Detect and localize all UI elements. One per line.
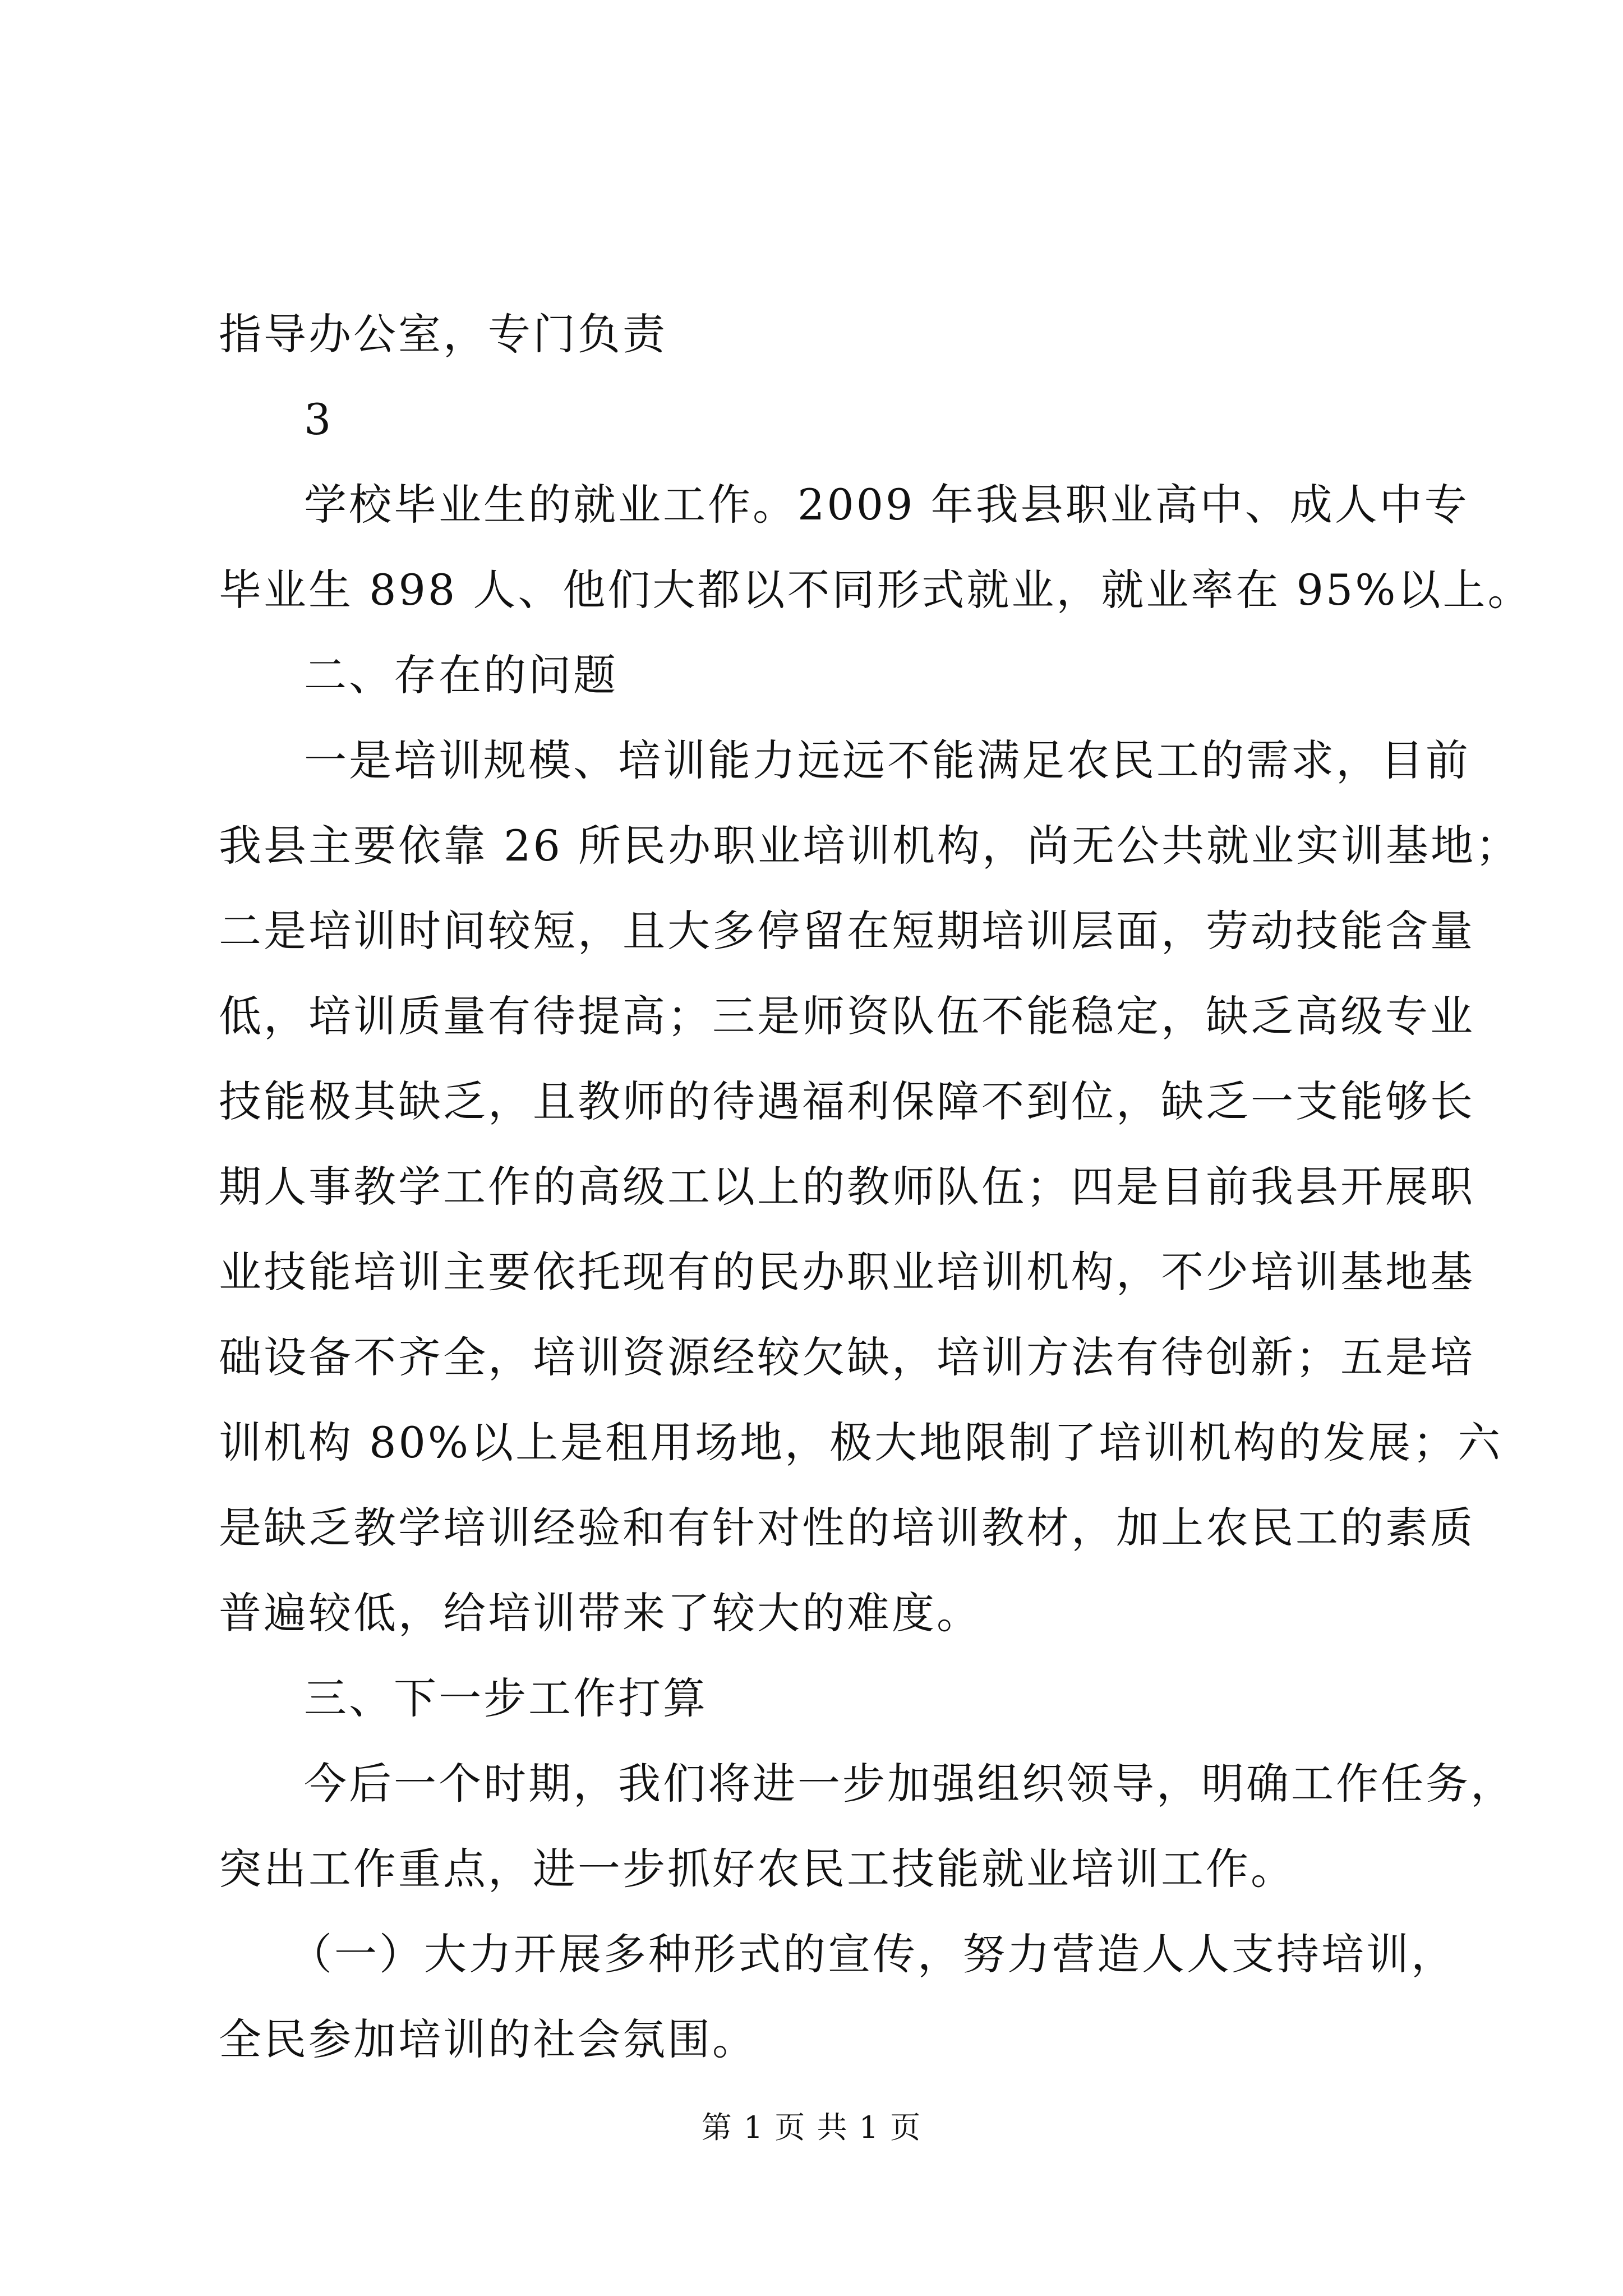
text-line: 是缺乏教学培训经验和有针对性的培训教材，加上农民工的素质 xyxy=(219,1503,1475,1553)
text-line: 低，培训质量有待提高；三是师资队伍不能稳定，缺乏高级专业 xyxy=(219,991,1475,1041)
text-line: 突出工作重点，进一步抓好农民工技能就业培训工作。 xyxy=(219,1844,1295,1894)
text-line: 一是培训规模、培训能力远远不能满足农民工的需求，目前 xyxy=(304,735,1470,785)
text-line: 础设备不齐全，培训资源经较欠缺，培训方法有待创新；五是培 xyxy=(219,1332,1475,1382)
text-line: 普遍较低，给培训带来了较大的难度。 xyxy=(219,1588,981,1638)
page-number-text: 3 xyxy=(304,394,334,444)
section-heading: 三、下一步工作打算 xyxy=(304,1673,708,1723)
subsection-heading: （一）大力开展多种形式的宣传，努力营造人人支持培训， xyxy=(289,1929,1456,1979)
text-line: 二是培训时间较短，且大多停留在短期培训层面，劳动技能含量 xyxy=(219,906,1475,956)
text-line: 全民参加培训的社会氛围。 xyxy=(219,2014,757,2064)
document-body xyxy=(219,292,1533,2082)
text-line: 今后一个时期，我们将进一步加强组织领导，明确工作任务， xyxy=(304,1759,1515,1809)
text-line: 业技能培训主要依托现有的民办职业培训机构，不少培训基地基 xyxy=(219,1247,1475,1297)
text-line: 训机构 80%以上是租用场地，极大地限制了培训机构的发展；六 xyxy=(219,1418,1503,1467)
section-heading: 二、存在的问题 xyxy=(304,650,618,700)
text-line: 指导办公室，专门负责 xyxy=(219,309,667,359)
text-line: 我县主要依靠 26 所民办职业培训机构，尚无公共就业实训基地； xyxy=(219,821,1521,871)
text-line: 技能极其缺乏，且教师的待遇福利保障不到位，缺乏一支能够长 xyxy=(219,1076,1475,1126)
text-line: 学校毕业生的就业工作。2009 年我县职业高中、成人中专 xyxy=(304,480,1469,530)
text-line: 期人事教学工作的高级工以上的教师队伍；四是目前我县开展职 xyxy=(219,1162,1475,1212)
page-footer: 第 1 页 共 1 页 xyxy=(701,2110,922,2145)
text-line: 毕业生 898 人、他们大都以不同形式就业，就业率在 95%以上。 xyxy=(219,565,1533,615)
